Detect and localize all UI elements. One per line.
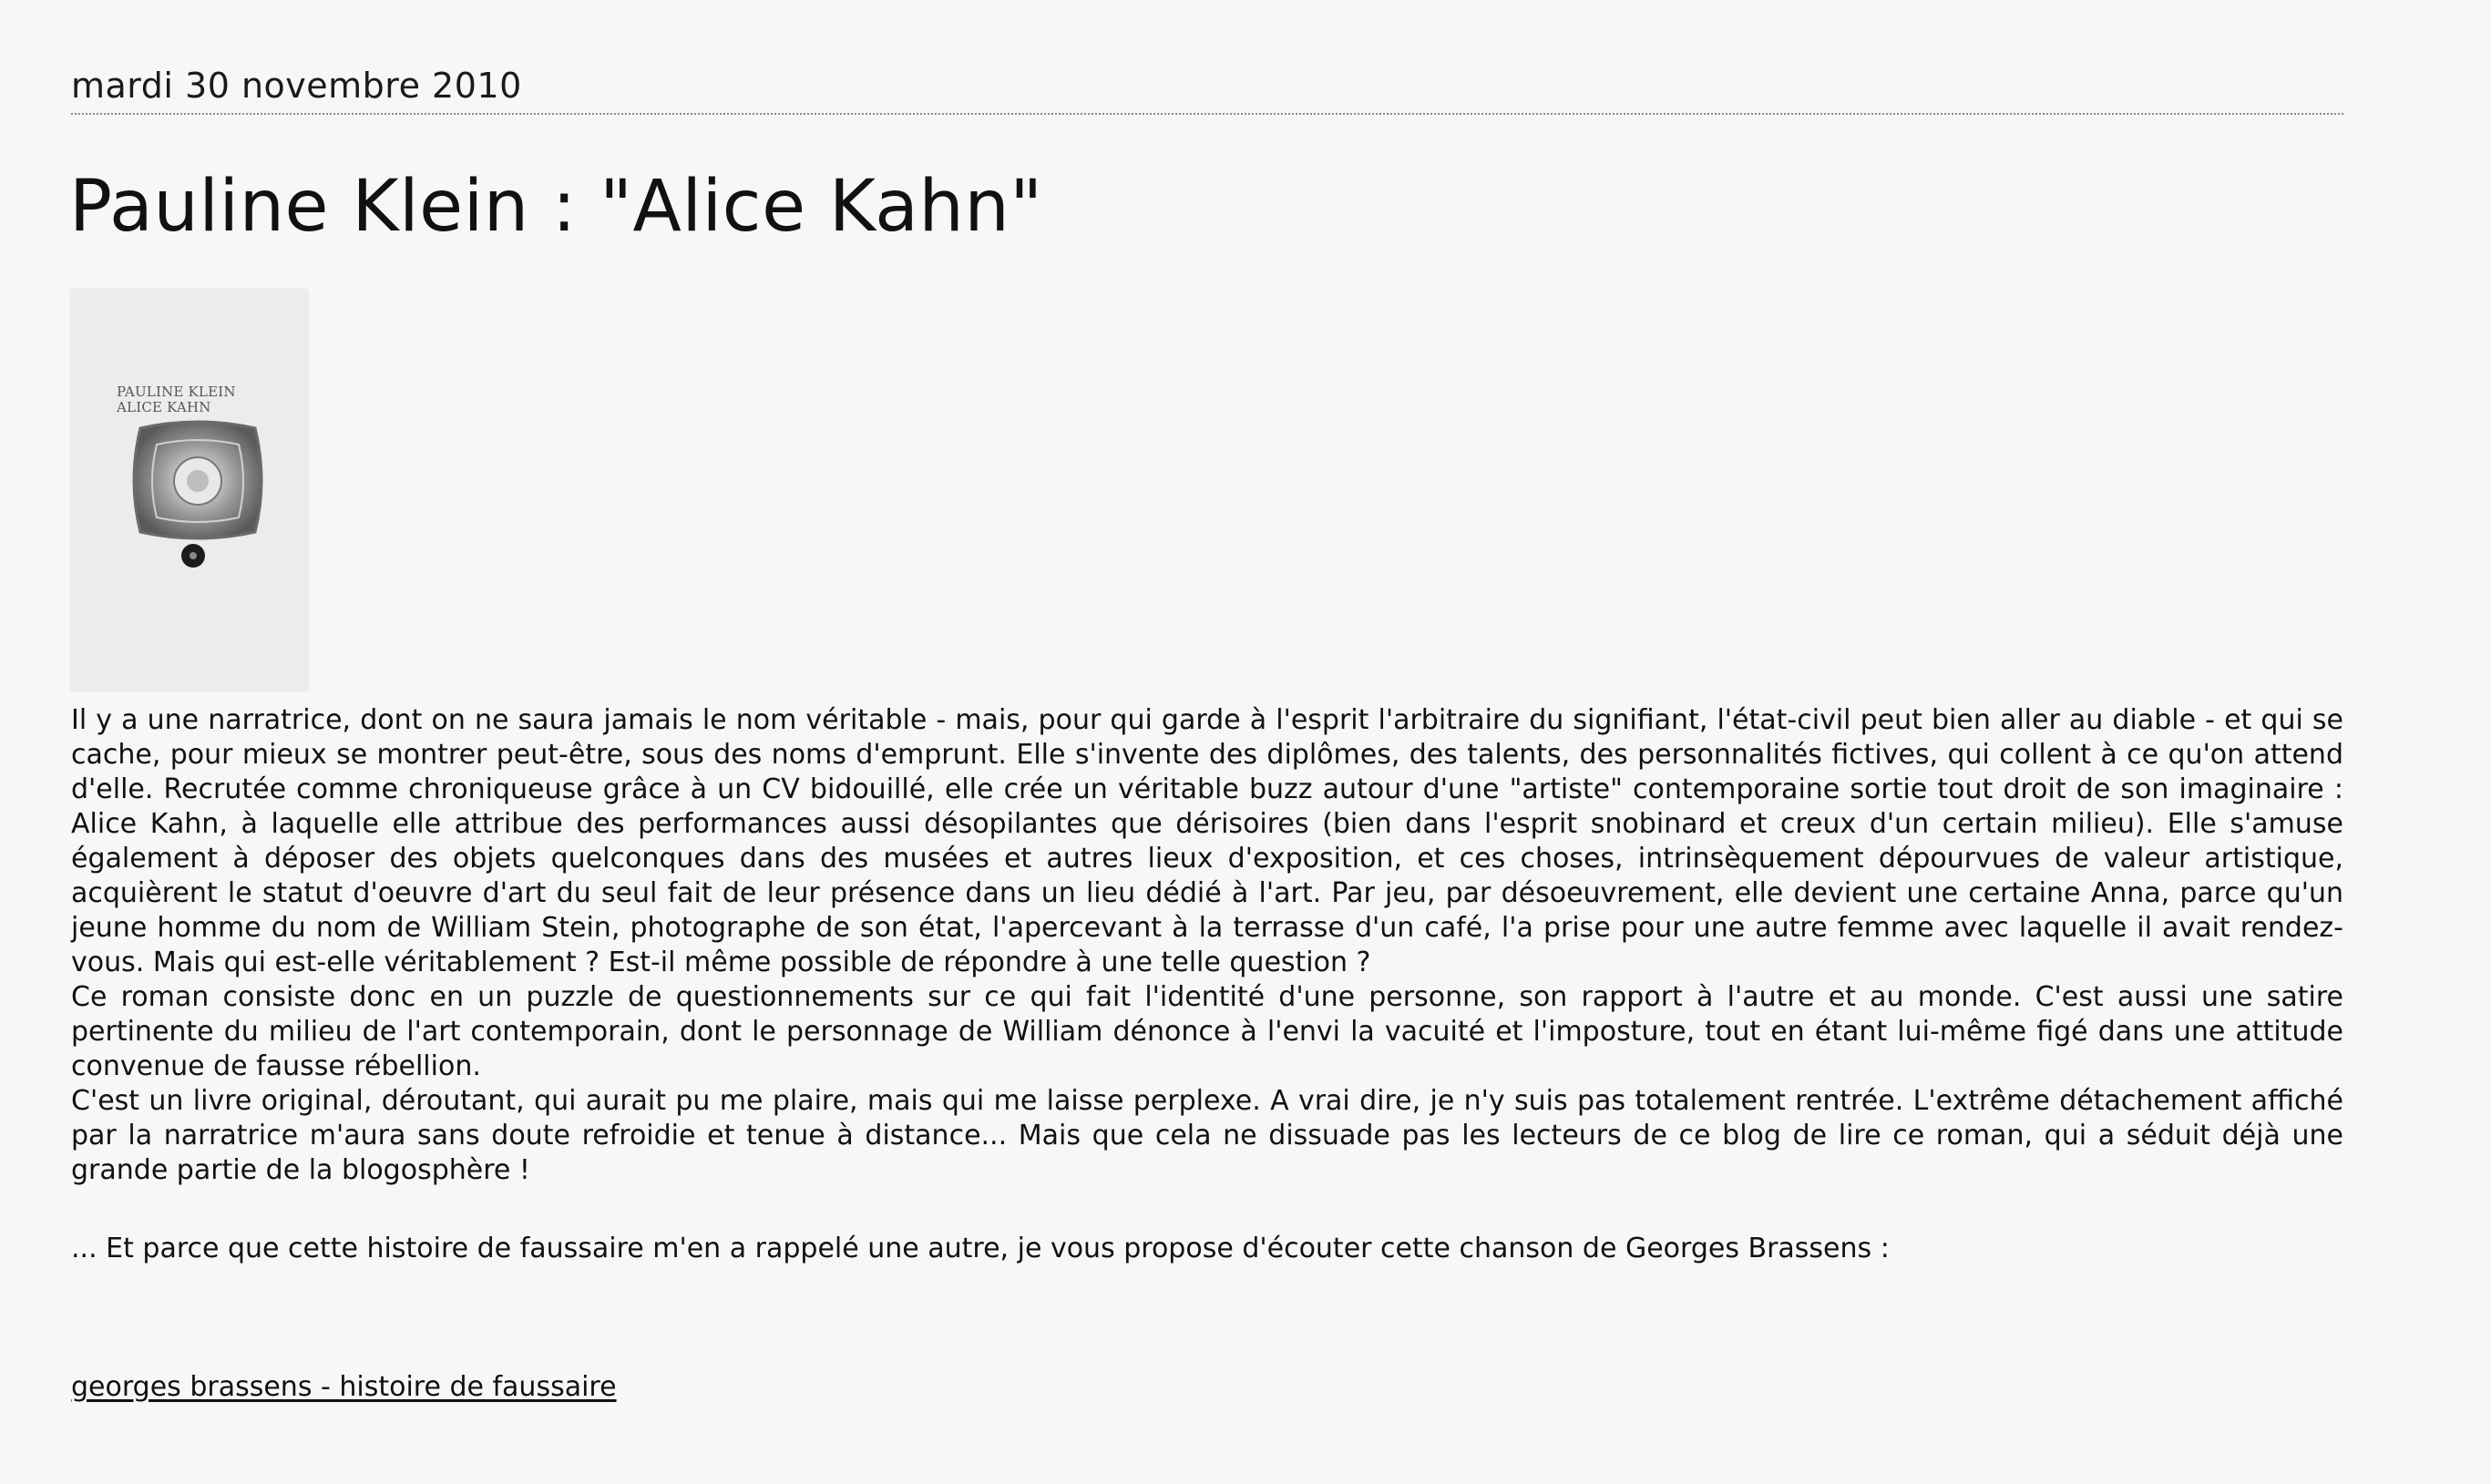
- paragraph-opinion: C'est un livre original, déroutant, qui aurait pu me plaire, mais qui me laisse perplexe. A vrai dire, je n'y suis pas totalement rentrée. L'extrême détachement affiché par la narratrice m'aura sans doute refroidie et tenue à distance... Mais que cela ne dissuade pas les lecteurs de ce blog de lire ce roman, qui a séduit déjà une grande partie de la blogosphère !: [71, 1085, 2343, 1186]
- date-divider: [71, 113, 2343, 115]
- paragraph-analysis: Ce roman consiste donc en un puzzle de questionnements sur ce qui fait l'identité d'une personne, son rapport à l'autre et au monde. C'est aussi une satire pertinente du milieu de l'art contemporain, dont le personnage de William dénonce à l'envi la vacuité et l'imposture, tout en étant lui-même figé dans une attitude convenue de fausse rébellion.: [71, 981, 2343, 1082]
- post-date: mardi 30 novembre 2010: [71, 66, 522, 106]
- paragraph-summary: Il y a une narratrice, dont on ne saura jamais le nom véritable - mais, pour qui garde à l'esprit l'arbitraire du signifiant, l'état-civil peut bien aller au diable - et qui se cache, pour mieux se montrer peut-être, sous des noms d'emprunt. Elle s'invente des diplômes, des talents, des personnalités fictives, qui collent à ce qu'on attend d'elle. Recrutée comme chroniqueuse grâce à un CV bidouillé, elle crée un véritable buzz autour d'une "artiste" contemporaine sortie tout droit de son imaginaire : Alice Kahn, à laquelle elle attribue des performances aussi désopilantes que dérisoires (bien dans l'esprit snobinard et creux d'un certain milieu). Elle s'amuse également à déposer des objets quelconques dans des musées et autres lieux d'exposition, et ces choses, intrinsèquement dépourvues de valeur artistique, acquièrent le statut d'oeuvre d'art du seul fait de leur présence dans un lieu dédié à l'art. Par jeu, par désoeuvrement, elle devient une certaine Anna, parce qu'un jeune homme du nom de William Stein, photographe de son état, l'apercevant à la terrasse d'un café, l'a prise pour une autre femme avec laquelle il avait rendez-vous. Mais qui est-elle véritablement ? Est-il même possible de répondre à une telle question ?: [71, 704, 2343, 978]
- book-cover-image[interactable]: [71, 290, 308, 691]
- cover-author-text: PAULINE KLEIN ALICE KAHN: [117, 384, 236, 415]
- song-link[interactable]: georges brassens - histoire de faussaire: [71, 1371, 617, 1403]
- post-body: [71, 703, 2343, 1188]
- post-title: Pauline Klein : "Alice Kahn": [69, 166, 1043, 248]
- cover-illustration: [120, 408, 275, 572]
- closing-text: ... Et parce que cette histoire de faussaire m'en a rappelé une autre, je vous propose d'écouter cette chanson de Georges Brassens :: [71, 1233, 1890, 1264]
